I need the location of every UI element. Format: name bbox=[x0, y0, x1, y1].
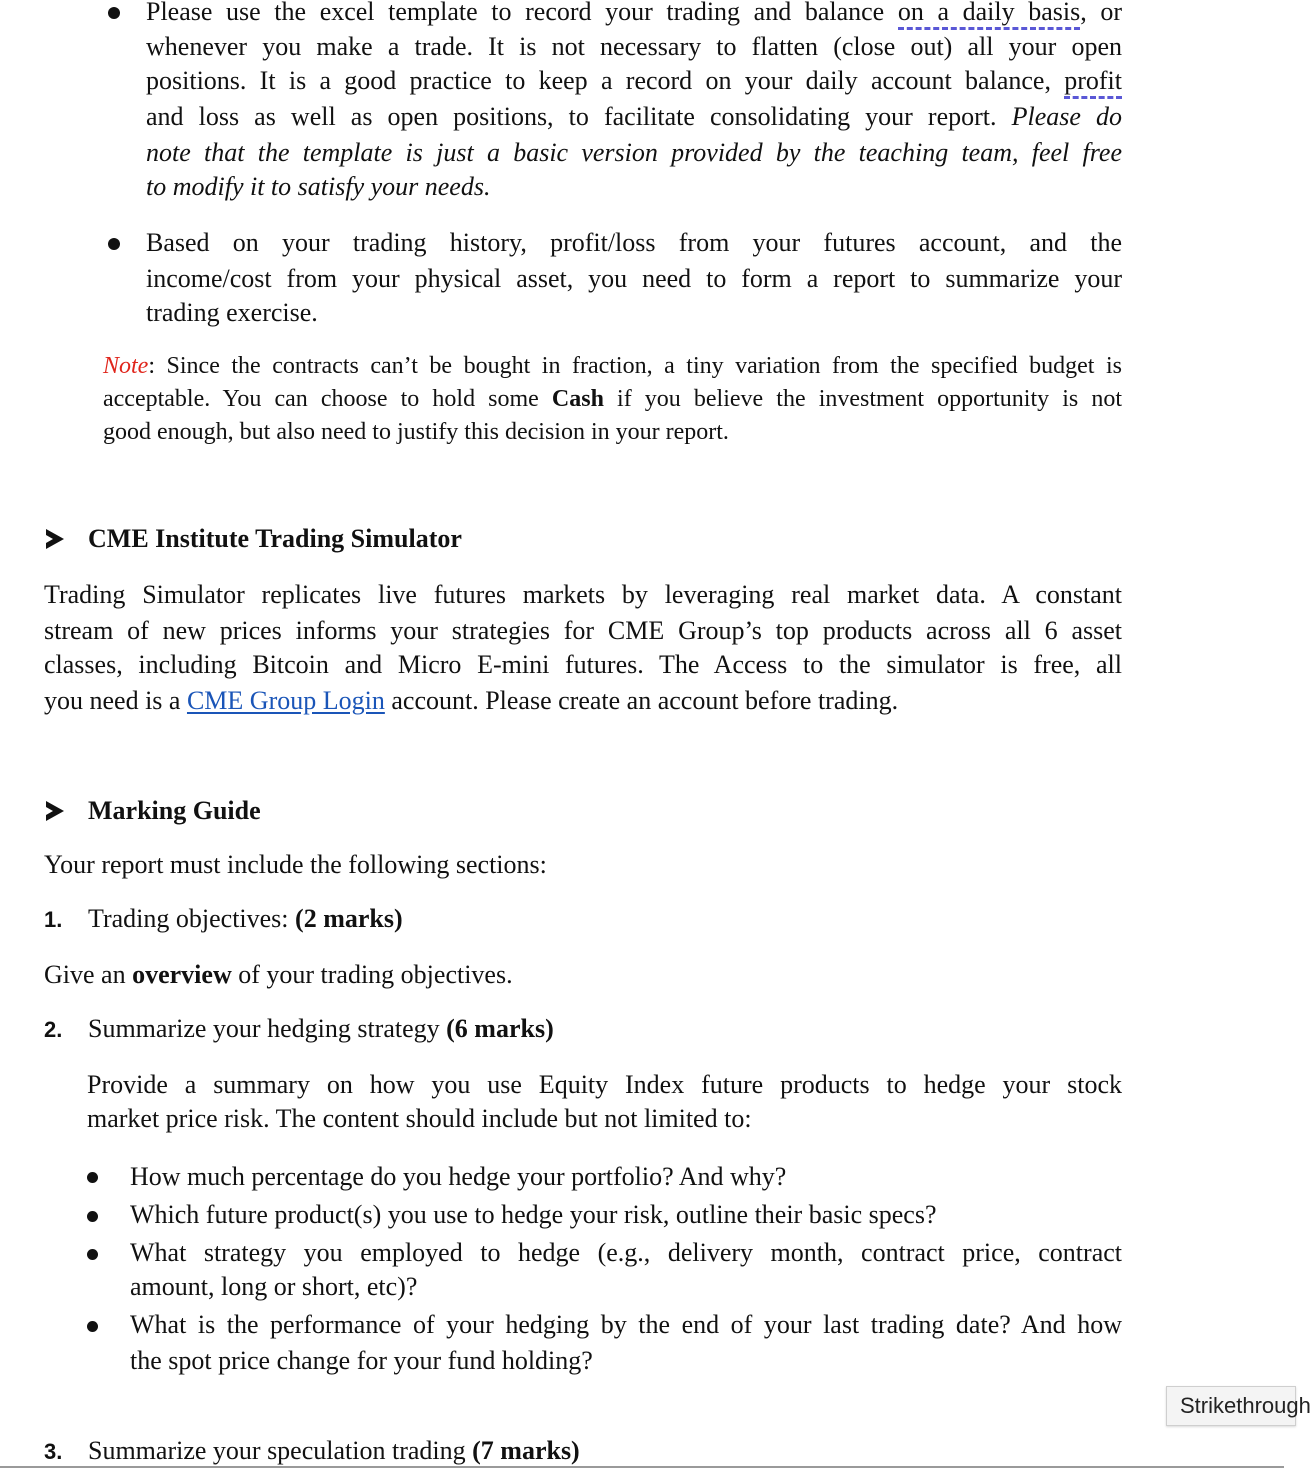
list-item-1: Trading objectives: (2 marks) bbox=[88, 904, 403, 933]
hedging-question-4-line-1: What is the performance of your hedging by the end of your last trading date? And how bbox=[130, 1310, 1122, 1339]
grammar-underline[interactable]: profit bbox=[1064, 66, 1122, 99]
bullet-1-line-2: whenever you make a trade. It is not necessary to flatten (close out) all your open bbox=[146, 32, 1122, 61]
list-number: 1. bbox=[44, 907, 63, 932]
bullet-1-line-4: and loss as well as open positions, to facilitate consolidating your report. Please do bbox=[146, 102, 1122, 131]
section-heading-cme: CME Institute Trading Simulator bbox=[88, 524, 462, 553]
arrow-bullet-icon bbox=[46, 529, 64, 549]
bullet-1-line-1: Please use the excel template to record your trading and balance on a daily basis, or bbox=[146, 0, 1122, 29]
grammar-underline[interactable]: on a daily basis bbox=[898, 0, 1080, 30]
bullet-icon bbox=[108, 238, 120, 250]
hedging-question-2: Which future product(s) you use to hedge your risk, outline their basic specs? bbox=[130, 1200, 937, 1229]
cme-paragraph-line-1: Trading Simulator replicates live futures markets by leveraging real market data. A constant bbox=[44, 580, 1122, 609]
item-2-description-line-2: market price risk. The content should include but not limited to: bbox=[87, 1104, 752, 1133]
bullet-icon bbox=[87, 1321, 98, 1332]
hedging-question-3-line-2: amount, long or short, etc)? bbox=[130, 1272, 418, 1301]
strikethrough-tooltip: Strikethrough bbox=[1166, 1386, 1296, 1426]
note-line-1: Note: Since the contracts can’t be bought in fraction, a tiny variation from the specified budget is bbox=[103, 353, 1122, 379]
hedging-question-3-line-1: What strategy you employed to hedge (e.g., delivery month, contract price, contract bbox=[130, 1238, 1122, 1267]
cme-paragraph-line-3: classes, including Bitcoin and Micro E-mini futures. The Access to the simulator is free, all bbox=[44, 650, 1122, 679]
list-item-2: Summarize your hedging strategy (6 marks) bbox=[88, 1014, 554, 1043]
section-heading-marking: Marking Guide bbox=[88, 796, 261, 825]
bullet-1-line-3: positions. It is a good practice to keep a record on your daily account balance, profit bbox=[146, 64, 1122, 98]
cme-group-login-link[interactable]: CME Group Login bbox=[186, 686, 385, 715]
arrow-bullet-icon bbox=[46, 801, 64, 821]
hedging-question-4-line-2: the spot price change for your fund holding? bbox=[130, 1346, 593, 1375]
bullet-2-line-3: trading exercise. bbox=[146, 298, 318, 327]
item-2-description-line-1: Provide a summary on how you use Equity Index future products to hedge your stock bbox=[87, 1070, 1122, 1099]
list-number: 3. bbox=[44, 1439, 63, 1464]
item-1-description: Give an overview of your trading objectives. bbox=[44, 960, 513, 989]
note-line-3: good enough, but also need to justify this decision in your report. bbox=[103, 419, 729, 445]
bullet-icon bbox=[108, 7, 120, 19]
note-line-2: acceptable. You can choose to hold some Cash if you believe the investment opportunity is not bbox=[103, 386, 1122, 412]
note-label: Note bbox=[103, 353, 149, 379]
cme-paragraph-line-2: stream of new prices informs your strategies for CME Group’s top products across all 6 asset bbox=[44, 616, 1122, 645]
bullet-1-line-5: note that the template is just a basic version provided by the teaching team, feel free bbox=[146, 138, 1122, 167]
bullet-1-line-6: to modify it to satisfy your needs. bbox=[146, 172, 491, 201]
hedging-question-1: How much percentage do you hedge your portfolio? And why? bbox=[130, 1162, 787, 1191]
bullet-2-line-2: income/cost from your physical asset, you need to form a report to summarize your bbox=[146, 264, 1122, 293]
page-divider bbox=[0, 1466, 1284, 1468]
cme-paragraph-line-4: you need is a CME Group Login account. Please create an account before trading. bbox=[44, 686, 899, 715]
bullet-2-line-1: Based on your trading history, profit/loss from your futures account, and the bbox=[146, 228, 1122, 257]
list-item-3: Summarize your speculation trading (7 marks) bbox=[88, 1436, 580, 1465]
bullet-icon bbox=[87, 1211, 98, 1222]
bullet-icon bbox=[87, 1172, 98, 1183]
list-number: 2. bbox=[44, 1017, 63, 1042]
bullet-icon bbox=[87, 1249, 98, 1260]
marking-intro: Your report must include the following sections: bbox=[44, 850, 547, 879]
